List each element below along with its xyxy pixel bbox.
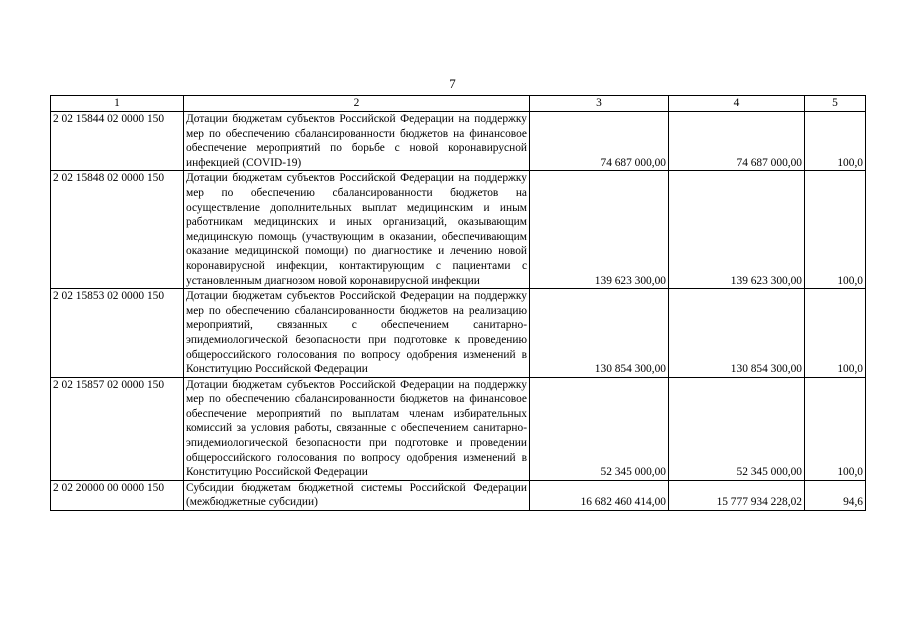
execution-percent-cell: 100,0 (805, 289, 866, 378)
planned-amount-cell: 74 687 000,00 (530, 112, 669, 171)
page-number: 7 (449, 76, 456, 91)
column-header-5: 5 (805, 96, 866, 112)
execution-percent-cell: 94,6 (805, 480, 866, 510)
income-name-cell: Дотации бюджетам субъектов Российской Федерации на поддержку мер по обеспечению сбалансированности бюджетов на финансовое обеспечение мероприятий по выплатам членам избирательных комиссий за условия работы, связанные с обеспечением санитарно-эпидемиологической безопасности при подготовке и проведении общероссийского голосования по вопросу одобрения изменений в Конституцию Российской Федерации (184, 377, 530, 480)
table-row (51, 112, 866, 171)
column-header-1: 1 (51, 96, 184, 112)
execution-percent-cell: 100,0 (805, 377, 866, 480)
executed-amount-cell: 15 777 934 228,02 (669, 480, 805, 510)
executed-amount-cell: 52 345 000,00 (669, 377, 805, 480)
execution-percent-cell: 100,0 (805, 171, 866, 289)
income-name-cell: Дотации бюджетам субъектов Российской Федерации на поддержку мер по обеспечению сбалансированности бюджетов на реализацию мероприятий, связанных с обеспечением санитарно-эпидемиологической безопасности при подготовке к проведению общероссийского голосования по вопросу одобрения изменений в Конституцию Российской Федерации (184, 289, 530, 378)
budget-code-cell: 2 02 20000 00 0000 150 (51, 480, 184, 510)
table-row (51, 171, 866, 289)
income-name-cell: Дотации бюджетам субъектов Российской Федерации на поддержку мер по обеспечению сбалансированности бюджетов на осуществление дополнительных выплат медицинским и иным работникам медицинских и иных организаций, оказывающим медицинскую помощь (участвующим в оказании, обеспечивающим оказание медицинской помощи) по диагностике и лечению новой коронавирусной инфекции, контактирующим с пациентами с установленным диагнозом новой коронавирусной инфекции (184, 171, 530, 289)
income-name-cell: Дотации бюджетам субъектов Российской Федерации на поддержку мер по обеспечению сбалансированности бюджетов на финансовое обеспечение мероприятий по борьбе с новой коронавирусной инфекцией (COVID-19) (184, 112, 530, 171)
table-row (51, 480, 866, 510)
executed-amount-cell: 130 854 300,00 (669, 289, 805, 378)
table-row (51, 377, 866, 480)
column-header-2: 2 (184, 96, 530, 112)
executed-amount-cell: 74 687 000,00 (669, 112, 805, 171)
execution-percent-cell: 100,0 (805, 112, 866, 171)
table-row (51, 289, 866, 378)
table-header-row (51, 96, 866, 112)
budget-code-cell: 2 02 15857 02 0000 150 (51, 377, 184, 480)
planned-amount-cell: 139 623 300,00 (530, 171, 669, 289)
budget-code-cell: 2 02 15853 02 0000 150 (51, 289, 184, 378)
column-header-4: 4 (669, 96, 805, 112)
budget-code-cell: 2 02 15844 02 0000 150 (51, 112, 184, 171)
income-name-cell: Субсидии бюджетам бюджетной системы Российской Федерации (межбюджетные субсидии) (184, 480, 530, 510)
column-header-3: 3 (530, 96, 669, 112)
planned-amount-cell: 52 345 000,00 (530, 377, 669, 480)
executed-amount-cell: 139 623 300,00 (669, 171, 805, 289)
budget-table (50, 95, 866, 511)
planned-amount-cell: 16 682 460 414,00 (530, 480, 669, 510)
budget-code-cell: 2 02 15848 02 0000 150 (51, 171, 184, 289)
planned-amount-cell: 130 854 300,00 (530, 289, 669, 378)
